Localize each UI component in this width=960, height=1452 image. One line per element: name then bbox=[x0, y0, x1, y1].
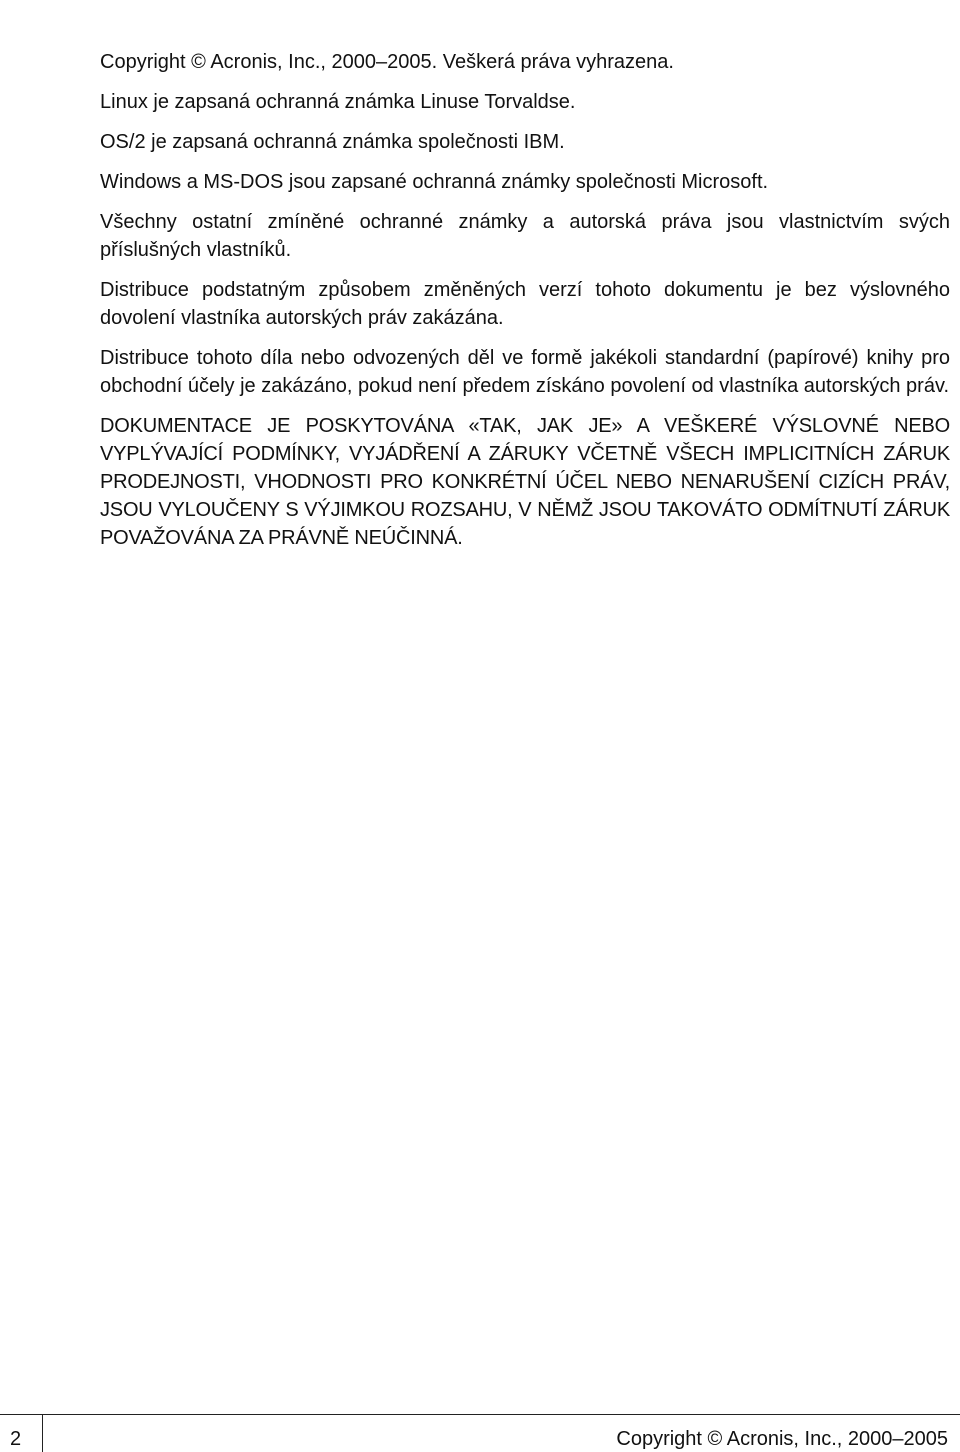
linux-trademark-line: Linux je zapsaná ochranná známka Linuse Torvaldse. bbox=[100, 91, 576, 113]
footer-copyright: Copyright © Acronis, Inc., 2000–2005 bbox=[616, 1428, 948, 1450]
copyright-line: Copyright © Acronis, Inc., 2000–2005. Veškerá práva vyhrazena. bbox=[100, 51, 674, 73]
modified-distribution-paragraph: Distribuce podstatným způsobem změněných verzí tohoto dokumentu je bez výslovného dovolení vlastníka autorských práv zakázána. bbox=[100, 279, 950, 329]
os2-trademark-line: OS/2 je zapsaná ochranná známka společnosti IBM. bbox=[100, 131, 565, 153]
footer-divider bbox=[0, 1414, 960, 1415]
book-distribution-paragraph: Distribuce tohoto díla nebo odvozených děl ve formě jakékoli standardní (papírové) knihy pro obchodní účely je zakázáno, pokud není předem získáno povolení od vlastníka autorských práv. bbox=[100, 347, 950, 397]
footer-divider-tick bbox=[42, 1414, 43, 1452]
warranty-disclaimer-paragraph: DOKUMENTACE JE POSKYTOVÁNA «TAK, JAK JE» A VEŠKERÉ VÝSLOVNÉ NEBO VYPLÝVAJÍCÍ PODMÍNKY, VYJÁDŘENÍ A ZÁRUKY VČETNĚ VŠECH IMPLICITNÍCH ZÁRUK PRODEJNOSTI, VHODNOSTI PRO KONKRÉTNÍ ÚČEL NEBO NENARUŠENÍ CIZÍCH PRÁV, JSOU VYLOUČENY S VÝJIMKOU ROZSAHU, V NĚMŽ JSOU TAKOVÁTO ODMÍTNUTÍ ZÁRUK POVAŽOVÁNA ZA PRÁVNĚ NEÚČINNÁ. bbox=[100, 415, 950, 549]
windows-trademark-line: Windows a MS-DOS jsou zapsané ochranná známky společnosti Microsoft. bbox=[100, 171, 769, 193]
other-trademarks-paragraph: Všechny ostatní zmíněné ochranné známky a autorská práva jsou vlastnictvím svých příslušných vlastníků. bbox=[100, 211, 950, 261]
document-body bbox=[100, 48, 950, 564]
page-number: 2 bbox=[10, 1428, 22, 1450]
